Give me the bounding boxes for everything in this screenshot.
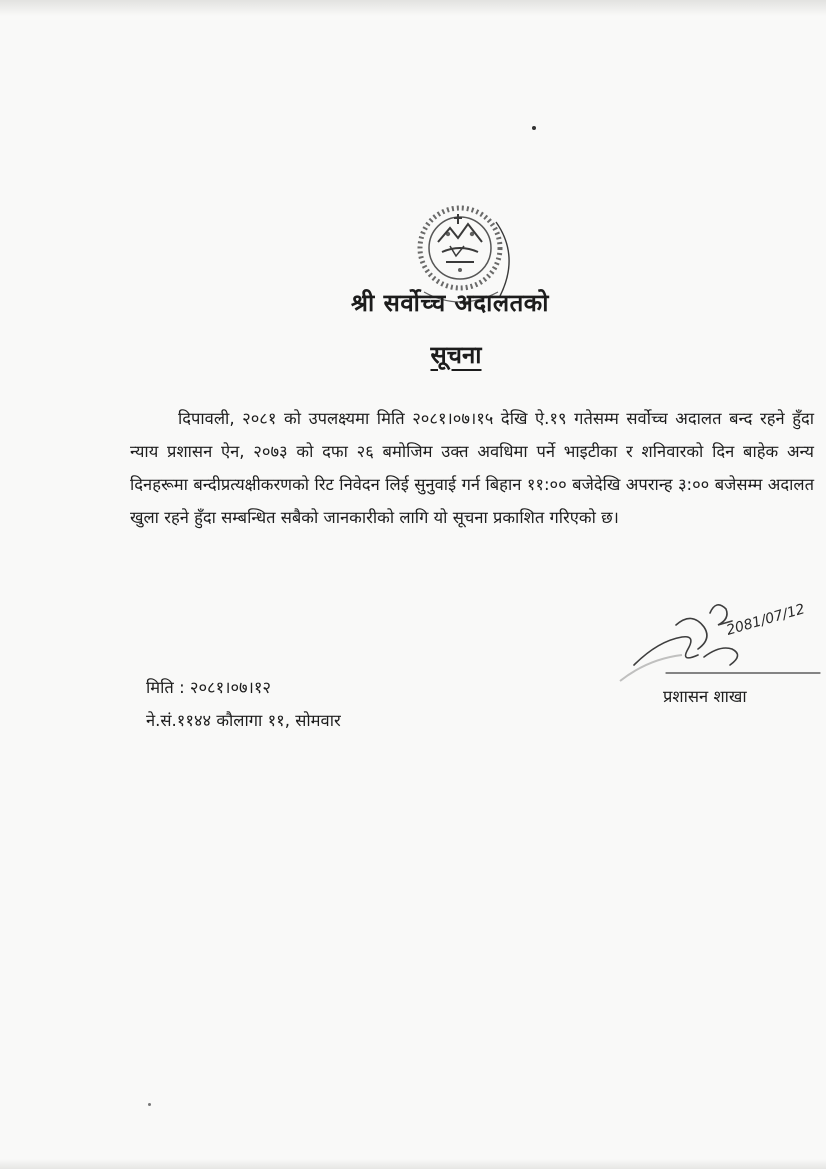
scan-speck <box>148 1103 151 1106</box>
signature <box>600 585 826 695</box>
handwritten-date: 2081/07/12 <box>724 601 807 639</box>
scan-speck <box>532 126 536 130</box>
scan-edge-bottom <box>0 1159 826 1169</box>
notice-body <box>130 402 814 534</box>
notice-body-text: दिपावली, २०८१ को उपलक्ष्यमा मिति २०८१।०७।१५ देखि ऐ.१९ गतेसम्म सर्वोच्च अदालत बन्द रहने हुँदा न्याय प्रशासन ऐन, २०७३ को दफा २६ बमोजिम उक्त अवधिमा पर्ने भाइटीका र शनिवारको दिन बाहेक अन्य दिनहरूमा बन्दीप्रत्यक्षीकरणको रिट निवेदन लिई सुनुवाई गर्न बिहान ११:०० बजेदेखि अपरान्ह ३:०० बजेसम्म अदालत खुला रहने हुँदा सम्बन्धित सबैको जानकारीको लागि यो सूचना प्रकाशित गरिएको छ। <box>130 409 814 527</box>
issuer-label: प्रशासन शाखा <box>663 687 747 706</box>
court-name: श्री सर्वोच्च अदालतको <box>351 288 549 317</box>
nepal-sambat-date: ने.सं.११४४ कौलागा ११, सोमवार <box>146 711 341 730</box>
notice-heading: सूचना <box>430 340 482 369</box>
scan-edge-top <box>0 0 826 16</box>
notice-date: मिति : २०८१।०७।१२ <box>146 678 272 697</box>
